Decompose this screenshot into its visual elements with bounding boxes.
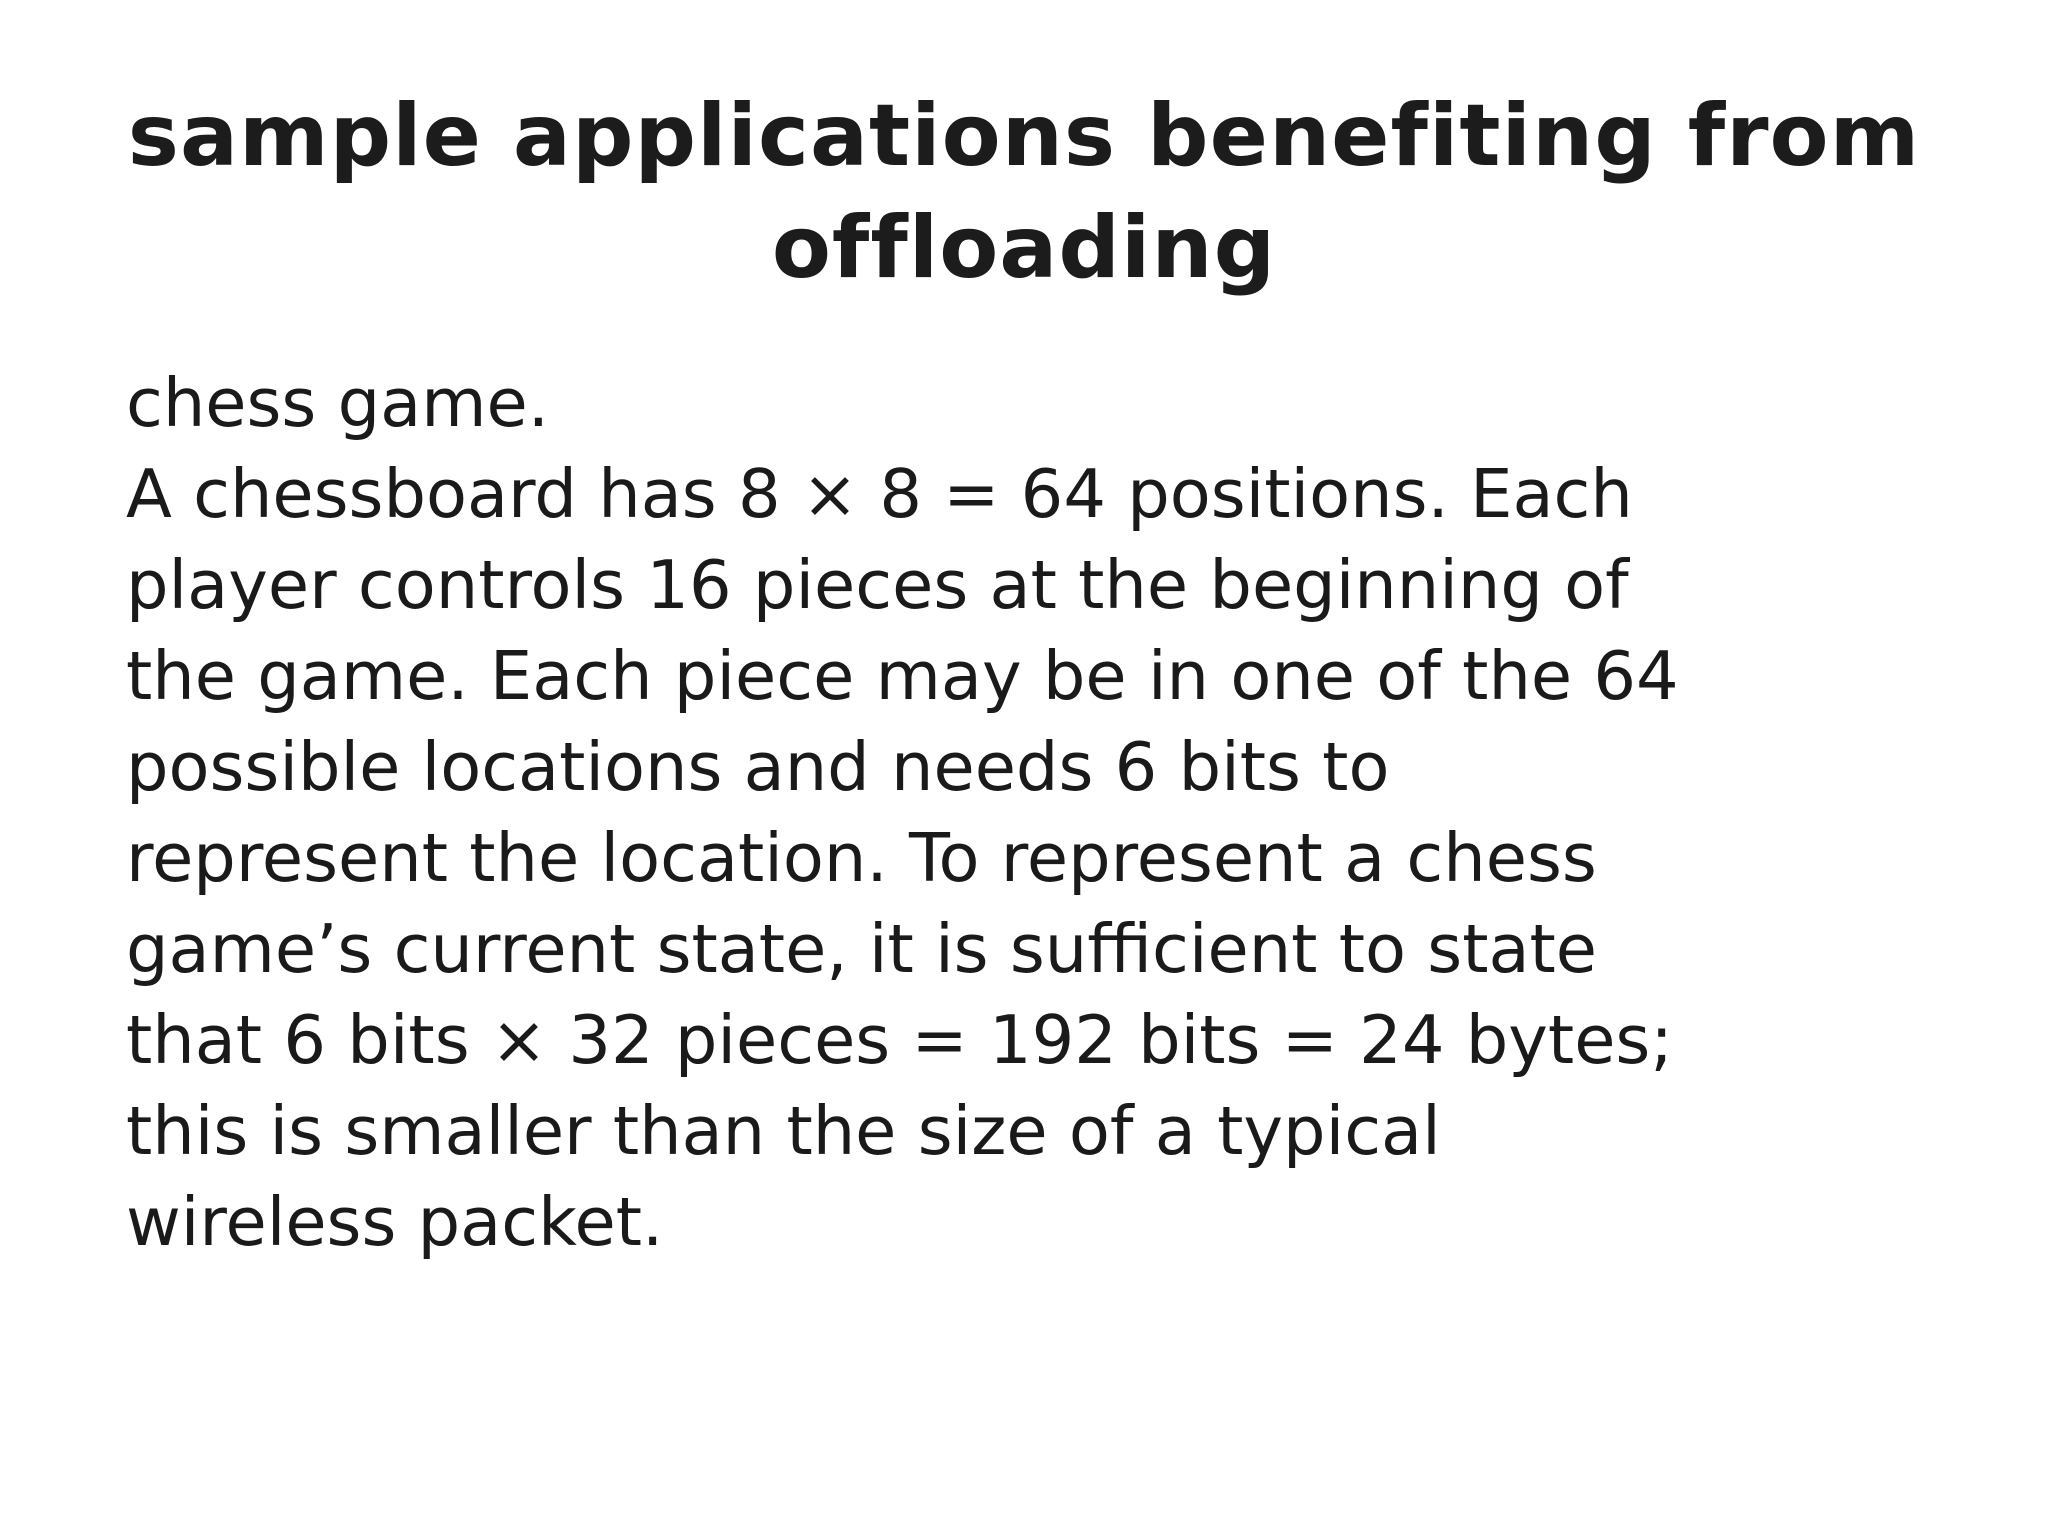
body-line: A chessboard has 8 × 8 = 64 positions. Each [126,455,1633,533]
body-line: the game. Each piece may be in one of the 64 [126,637,1679,715]
body-line: represent the location. To represent a chess [126,819,1597,897]
slide-title-line: offloading [771,198,1277,298]
body-line: possible locations and needs 6 bits to [126,728,1390,806]
body-line: wireless packet. [126,1183,664,1261]
body-line: game’s current state, it is sufficient to state [126,910,1598,988]
body-line: chess game. [126,364,550,442]
body-line: this is smaller than the size of a typical [126,1092,1441,1170]
slide-body-text [126,358,1686,1268]
body-line: player controls 16 pieces at the beginning of [126,546,1629,624]
body-line: that 6 bits × 32 pieces = 192 bits = 24 bytes; [126,1001,1673,1079]
slide-title-line: sample applications benefiting from [127,86,1921,186]
slide-title [100,80,1948,304]
